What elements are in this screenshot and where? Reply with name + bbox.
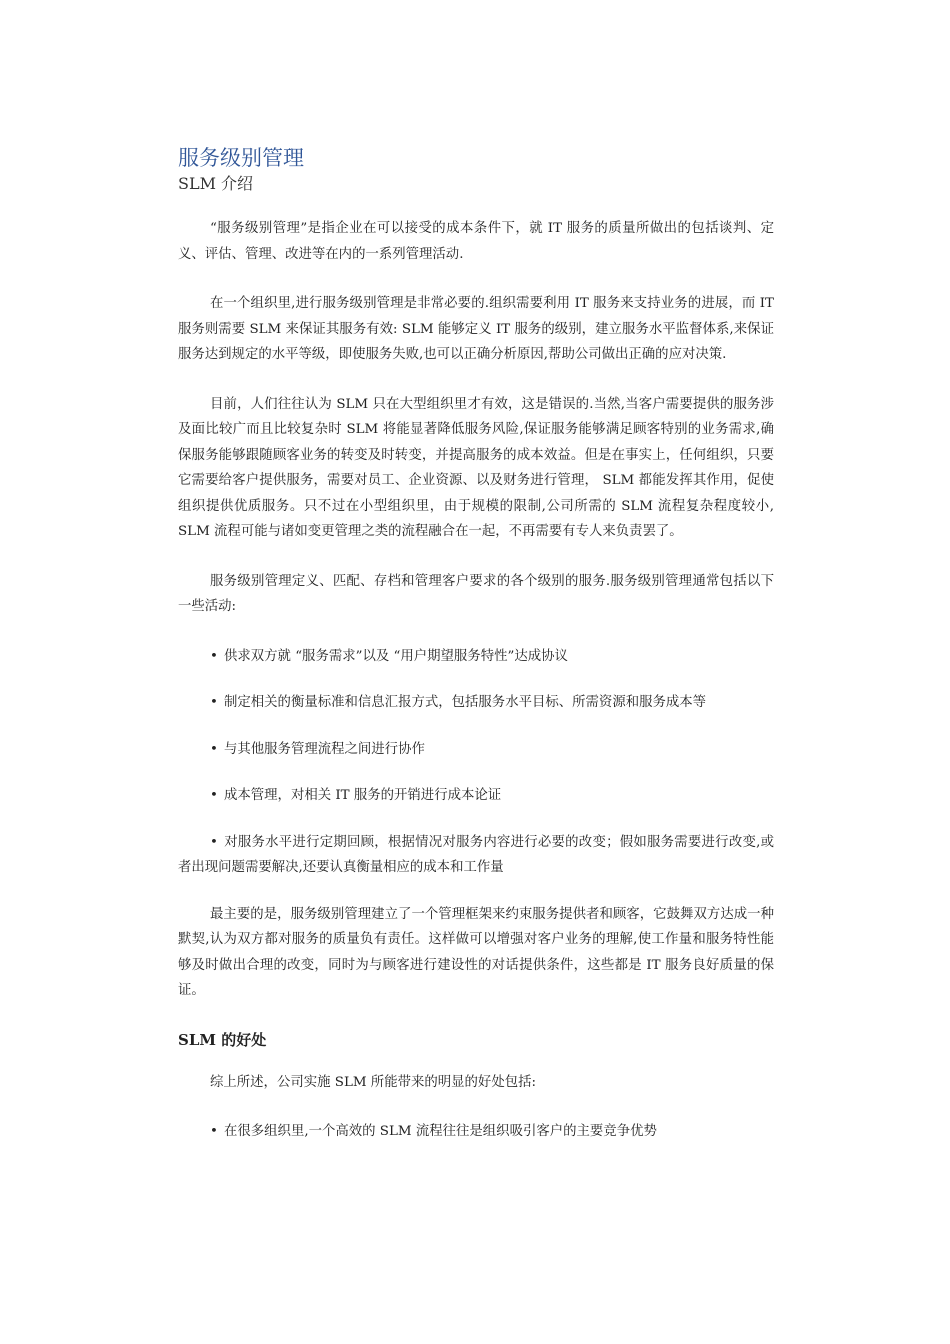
paragraph-conclusion: 最主要的是，服务级别管理建立了一个管理框架来约束服务提供者和顾客，它鼓舞双方达成一种默契,认为双方都对服务的质量负有责任。这样做可以增强对客户业务的理解,使工作量和服务特性能够及时做出合理的改变，同时为与顾客进行建设性的对话提供条件，这些都是 IT 服务良好质量的保证。 (178, 906, 774, 998)
paragraph-activities-intro: 服务级别管理定义、匹配、存档和管理客户要求的各个级别的服务.服务级别管理通常包括以下一些活动: (178, 573, 774, 614)
paragraph-benefits-intro: 综上所述，公司实施 SLM 所能带来的明显的好处包括: (210, 1074, 537, 1090)
paragraph-definition: “服务级别管理”是指企业在可以接受的成本条件下，就 IT 服务的质量所做出的包括谈判、定义、评估、管理、改进等在内的一系列管理活动. (178, 221, 774, 262)
bullet-icon: • (210, 695, 218, 710)
document-content (178, 144, 774, 1166)
list-item (178, 830, 774, 881)
list-item-text: 与其他服务管理流程之间进行协作 (224, 741, 425, 757)
list-item (178, 644, 774, 670)
paragraph-necessity: 在一个组织里,进行服务级别管理是非常必要的.组织需要利用 IT 服务来支持业务的进展，而 IT 服务则需要 SLM 来保证其服务有效: SLM 能够定义 IT 服务的级别，建立服务水平监督体系,来保证服务达到规定的水平等级，即使服务失败,也可以正确分析原因,帮助公司做出正确的应对决策. (178, 296, 774, 362)
bullet-icon: • (210, 834, 218, 850)
list-item-text: 成本管理，对相关 IT 服务的开销进行成本论证 (224, 788, 502, 803)
paragraph-misconception: 目前，人们往往认为 SLM 只在大型组织里才有效，这是错误的.当然,当客户需要提供的服务涉及面比较广而且比较复杂时 SLM 将能显著降低服务风险,保证服务能够满足顾客特别的业务需求,确保服务能够跟随顾客业务的转变及时转变，并提高服务的成本效益。但是在事实上，任何组织，只要它需要给客户提供服务，需要对员工、企业资源、以及财务进行管理， SLM 都能发挥其作用，促使组织提供优质服务。只不过在小型组织里，由于规模的限制,公司所需的 SLM 流程复杂程度较小, SLM 流程可能与诸如变更管理之类的流程融合在一起，不再需要有专人来负责罢了。 (178, 396, 774, 539)
bullet-icon: • (210, 648, 218, 664)
list-item (178, 737, 774, 763)
section-heading-benefits: SLM 的好处 (178, 1030, 267, 1049)
list-item-text: 在很多组织里,一个高效的 SLM 流程往往是组织吸引客户的主要竞争优势 (224, 1124, 657, 1139)
list-item (178, 783, 774, 809)
list-item (178, 1119, 774, 1145)
bullet-icon: • (210, 1124, 218, 1139)
document-title: 服务级别管理 (178, 146, 304, 170)
bullet-icon: • (210, 741, 218, 757)
list-item-text: 制定相关的衡量标准和信息汇报方式，包括服务水平目标、所需资源和服务成本等 (224, 695, 707, 710)
list-item (178, 690, 774, 716)
list-item-text: 对服务水平进行定期回顾，根据情况对服务内容进行必要的改变；假如服务需要进行改变,或者出现问题需要解决,还要认真衡量相应的成本和工作量 (178, 834, 774, 875)
list-item-text: 供求双方就 “服务需求”以及 “用户期望服务特性”达成协议 (224, 648, 568, 664)
bullet-icon: • (210, 788, 218, 803)
document-subtitle: SLM 介绍 (178, 174, 254, 193)
